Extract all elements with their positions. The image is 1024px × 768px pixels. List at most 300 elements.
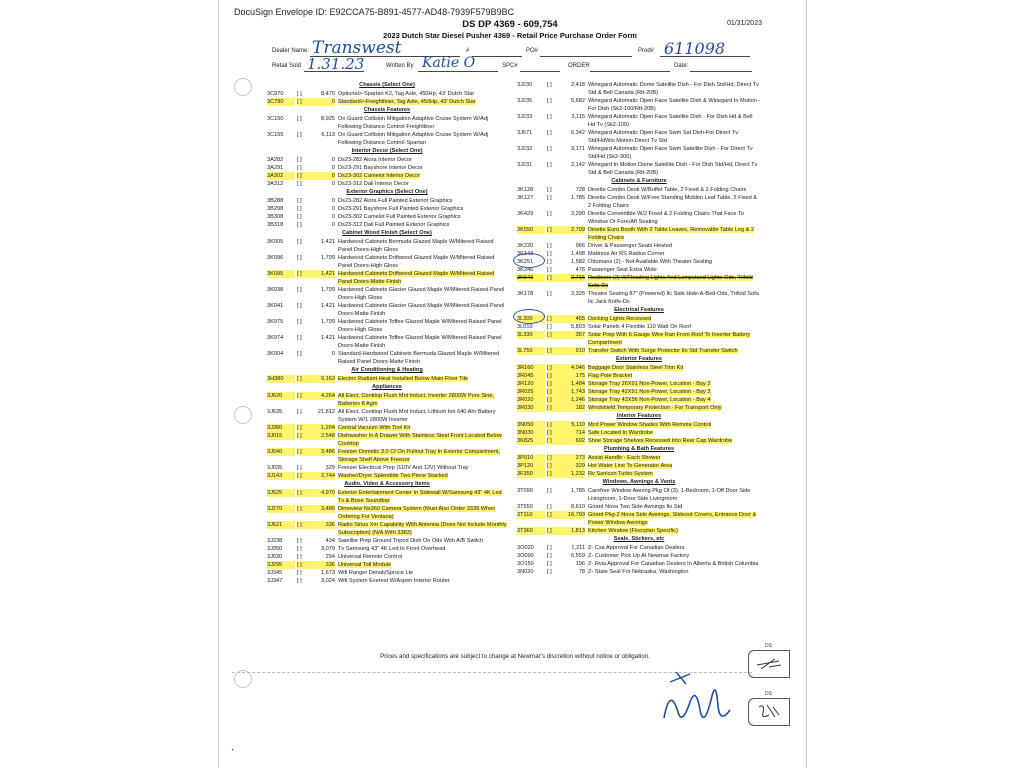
option-price: 6,113 [321, 132, 335, 138]
option-price: 1,673 [321, 570, 335, 576]
option-row [517, 364, 761, 372]
option-checkbox[interactable]: [ ] [547, 561, 552, 567]
option-checkbox[interactable]: [ ] [297, 222, 302, 228]
option-checkbox[interactable]: [ ] [297, 489, 309, 497]
option-description: Hot Water Line To Generator Area [588, 463, 673, 469]
option-checkbox[interactable]: [ ] [547, 98, 552, 104]
option-price: 0 [331, 206, 335, 212]
prod-value[interactable]: 611098 [664, 39, 726, 58]
option-checkbox[interactable]: [ ] [547, 347, 559, 355]
option-row [267, 164, 507, 172]
option-row [517, 331, 761, 347]
option-code: 3K643 [517, 274, 545, 282]
option-row [267, 569, 507, 577]
option-price: 2,418 [571, 82, 585, 88]
option-code: 3J347 [267, 578, 283, 584]
option-row [517, 544, 761, 552]
option-description: On Guard Collision Mitigation Adaptive Cruise System W/Adj Following Distance Control-Spartan [338, 132, 489, 146]
option-checkbox[interactable]: [ ] [547, 324, 552, 330]
option-row [517, 470, 761, 478]
option-code: 3J231 [517, 162, 533, 168]
option-code: 3J345 [267, 570, 283, 576]
document-number: DS DP 4369 - 609,754 [462, 19, 558, 30]
option-row [517, 404, 761, 412]
option-description: Transfer Switch With Surge Protector Ilo Std Transfer Switch [588, 348, 738, 354]
option-price: 182 [555, 404, 585, 412]
option-code: 3T110 [517, 511, 545, 519]
option-description: Mcd Power Window Shades With Remote Control [588, 422, 712, 428]
option-description: Optional>-Spartan K2, Tag Axle, 450Hp, 43' Dutch Star [338, 91, 475, 97]
option-checkbox[interactable]: [ ] [547, 462, 559, 470]
option-row [517, 560, 761, 568]
option-code: 3J035 [267, 465, 283, 471]
option-checkbox[interactable]: [ ] [297, 172, 309, 180]
option-price: 3,325 [571, 291, 585, 297]
option-row [517, 274, 761, 290]
option-row [517, 454, 761, 462]
option-price: 434 [325, 538, 335, 544]
option-code: 3J030 [267, 554, 283, 560]
option-code: 3J040 [267, 448, 295, 456]
option-checkbox[interactable]: [ ] [547, 331, 559, 339]
option-description: Ottomans (2) - Not Available With Theater Seating [588, 259, 713, 265]
option-description: All Elect, Cooktop Flush Mnt Induct, Inverter 2800W Pure Sine, Batteries 8 Agm [338, 393, 495, 407]
option-row [267, 270, 507, 286]
option-row [517, 323, 761, 331]
option-description: Tv Samsung 43" 4K Led In Front Overhead [338, 546, 446, 552]
option-checkbox[interactable]: [ ] [547, 396, 559, 404]
option-checkbox[interactable]: [ ] [297, 351, 302, 357]
option-checkbox[interactable]: [ ] [547, 130, 552, 136]
option-row [267, 197, 507, 205]
option-price: 4,970 [305, 489, 335, 497]
option-price: 1,743 [555, 388, 585, 396]
option-checkbox[interactable]: [ ] [547, 553, 552, 559]
option-checkbox[interactable]: [ ] [297, 181, 302, 187]
option-code: 3J620 [267, 392, 295, 400]
option-checkbox[interactable]: [ ] [547, 380, 559, 388]
option-code: 3A282 [267, 157, 284, 163]
option-row [517, 462, 761, 470]
option-checkbox[interactable]: [ ] [547, 511, 559, 519]
section-heading: Cabinets & Furniture [611, 178, 667, 184]
option-checkbox[interactable]: [ ] [547, 527, 559, 535]
option-price: 8,925 [321, 116, 335, 122]
option-description: Ds23-302 Camelot Interior Decor [338, 173, 421, 179]
hash-line [472, 56, 522, 57]
section-heading: Windows, Awnings & Vents [602, 479, 676, 485]
option-row [267, 448, 507, 464]
option-checkbox[interactable]: [ ] [297, 165, 302, 171]
option-checkbox[interactable]: [ ] [297, 392, 309, 400]
option-price: 2,142 [571, 162, 585, 168]
option-row [517, 145, 761, 161]
option-code: 3R160 [517, 364, 545, 372]
option-description: Girard Nova Two Side Awnings Ilo Std [588, 504, 683, 510]
option-checkbox[interactable]: [ ] [547, 504, 552, 510]
option-row [517, 97, 761, 113]
binder-hole-top [234, 78, 252, 96]
option-description: Hardwood Cabinets Bermuda Glazed Maple W/Mitered Raised Panel Doors-High Gloss [338, 239, 494, 253]
option-checkbox[interactable]: [ ] [547, 488, 552, 494]
option-description: Winegard Automatic Open Face Satellite Dish - For Dish Hd & Bell Hd Tv (Sk2-100) [588, 114, 753, 128]
option-checkbox[interactable]: [ ] [547, 388, 559, 396]
option-description: Theatre Seating 87" (Powered) Ilc Side Hide-A-Bed-Ods, Trifold Sofa Ilc Jack Knife-Ds [588, 291, 759, 305]
page-right-edge [806, 0, 807, 768]
option-description: Dishwasher In A Drawer With Stainless Steel Front Located Below Cooktop [338, 433, 502, 447]
option-price: 1,421 [305, 270, 335, 278]
option-description: Ds23-302 Camelot Full Painted Exterior Graphics [338, 214, 461, 220]
option-price: 0 [331, 157, 335, 163]
option-code: 3K005 [267, 239, 284, 245]
ds-initial-box-2[interactable] [748, 691, 790, 726]
option-checkbox[interactable]: [ ] [547, 404, 559, 412]
option-row [267, 205, 507, 213]
option-description: Ds23-291 Bayshore Interior Decor [338, 165, 423, 171]
option-checkbox[interactable]: [ ] [547, 429, 559, 437]
option-code: 3B288 [267, 198, 284, 204]
option-checkbox[interactable]: [ ] [547, 195, 552, 201]
initials-1-signature [749, 651, 787, 675]
option-checkbox[interactable]: [ ] [547, 226, 559, 234]
option-checkbox[interactable]: [ ] [297, 448, 309, 456]
section-heading: Exterior Features [615, 356, 662, 362]
option-row [267, 392, 507, 408]
option-checkbox[interactable]: [ ] [297, 239, 302, 245]
option-description: Windshield Temporary Protection - For Transport Only [588, 405, 722, 411]
option-code: 3J015 [267, 432, 295, 440]
option-code: 3J295 [267, 561, 295, 569]
option-checkbox[interactable]: [ ] [297, 214, 302, 220]
option-price: 336 [305, 561, 335, 569]
option-price: 3,079 [321, 546, 335, 552]
option-price: 0 [331, 198, 335, 204]
option-row [517, 388, 761, 396]
option-price: 1,799 [321, 255, 335, 261]
option-description: Safe Located In Wardrobe [588, 430, 654, 436]
option-checkbox[interactable]: [ ] [547, 315, 559, 323]
option-checkbox[interactable]: [ ] [547, 421, 559, 429]
option-description: Dimeview Ns360 Camera System (Must Also Order 3339 When Ordering For Ventana) [338, 506, 496, 520]
option-code: 3R025 [517, 388, 545, 396]
option-checkbox[interactable]: [ ] [297, 98, 309, 106]
option-description: Electric Radiant Heat Installed Below Main Floor Tile [338, 376, 468, 382]
option-checkbox[interactable]: [ ] [297, 409, 302, 415]
option-code: 3L300 [517, 315, 545, 323]
option-price: 5,682 [571, 98, 585, 104]
option-row [267, 98, 507, 106]
section-heading: Cabinet Wood Finish (Select One) [342, 230, 432, 236]
option-code: 3J270 [267, 505, 295, 513]
option-checkbox[interactable]: [ ] [547, 82, 552, 88]
option-checkbox[interactable]: [ ] [547, 267, 552, 273]
option-checkbox[interactable]: [ ] [547, 211, 552, 217]
option-row [267, 424, 507, 432]
hash-label: # [466, 48, 470, 54]
option-checkbox[interactable]: [ ] [547, 251, 552, 257]
option-code: 3O150 [517, 561, 534, 567]
option-code: 3B298 [267, 206, 284, 212]
option-checkbox[interactable]: [ ] [547, 259, 552, 265]
option-description: Rv Sanicon Turbo System [588, 471, 653, 477]
option-checkbox[interactable]: [ ] [547, 243, 552, 249]
option-checkbox[interactable]: [ ] [297, 198, 302, 204]
option-description: Dinette Euro Booth With 2 Table Leaves, Removable Table Leg & 2 Folding Chairs [588, 227, 755, 241]
date-line [690, 71, 752, 72]
written-by-label: Written By [386, 63, 414, 69]
option-row [517, 290, 761, 306]
option-price: 728 [575, 187, 585, 193]
option-price: 78 [578, 569, 585, 575]
option-checkbox[interactable]: [ ] [297, 319, 302, 325]
option-checkbox[interactable]: [ ] [547, 162, 552, 168]
option-checkbox[interactable]: [ ] [297, 561, 309, 569]
option-price: 714 [555, 429, 585, 437]
option-code: 3K251 [517, 259, 534, 265]
option-description: Hardwood Cabinets Driftwood Glazed Maple W/Mitered Raised Panel Doors-Matte Finish [338, 271, 495, 285]
option-checkbox[interactable]: [ ] [297, 465, 302, 471]
option-code: 3B318 [267, 222, 284, 228]
option-description: Wifi System Everest W/Aspen Interior Router [338, 578, 450, 584]
option-description: Ds23-282 Alora Full Painted Exterior Graphics [338, 198, 453, 204]
option-row [517, 266, 761, 274]
option-description: Universal Remote Control [338, 554, 403, 560]
option-row [267, 302, 507, 318]
option-row [517, 487, 761, 503]
option-description: Shoe Storage Shelves Recessed Into Rear Cap Wardrobe [588, 438, 733, 444]
option-description: Winegard Automatic Open Face Satellite Dish & Winegard In Motion - For Dish (Sk2-100/Rtt-20B) [588, 98, 761, 112]
option-price: 6,342 [571, 130, 585, 136]
option-checkbox[interactable]: [ ] [547, 437, 559, 445]
option-checkbox[interactable]: [ ] [297, 335, 302, 341]
ds-label-2: DS [765, 691, 772, 697]
option-row [517, 161, 761, 177]
option-code: 3K038 [267, 287, 284, 293]
option-description: Universal Toll Module [338, 562, 392, 568]
option-price: 0 [331, 222, 335, 228]
option-code: 3J621 [267, 521, 295, 529]
option-checkbox[interactable]: [ ] [297, 554, 302, 560]
option-row [517, 437, 761, 445]
option-checkbox[interactable]: [ ] [297, 432, 309, 440]
option-code: 3J635 [267, 409, 283, 415]
option-row [517, 210, 761, 226]
option-checkbox[interactable]: [ ] [547, 146, 552, 152]
section-heading: Audio, Video & Accessory Items [344, 481, 430, 487]
option-checkbox[interactable]: [ ] [297, 424, 309, 432]
option-code: 3J350 [267, 546, 283, 552]
option-row [517, 552, 761, 560]
option-description: Dinette Combo Desk W/Free Standing Midden Leaf Table, 2 Fixed & 2 Folding Chairs [588, 195, 758, 209]
section-heading: Interior Decor (Select One) [351, 148, 423, 154]
option-code: 3T550 [517, 504, 533, 510]
option-price: 0 [331, 181, 335, 187]
option-description: Hardwood Cabinets Glacier Glazed Maple W/Mitered Raised Panel Doors-High Gloss [338, 287, 505, 301]
option-code: 3K550 [517, 226, 545, 234]
option-row [517, 250, 761, 258]
option-checkbox[interactable]: [ ] [297, 505, 309, 513]
option-description: Ds23-312 Dali Full Painted Exterior Graphics [338, 222, 450, 228]
section-heading: Exterior Graphics (Select One) [346, 189, 428, 195]
option-price: 1,498 [571, 251, 585, 257]
option-checkbox[interactable]: [ ] [297, 538, 302, 544]
option-row [267, 505, 507, 521]
option-description: Driver & Passenger Seats Heated [588, 243, 672, 249]
option-description: Standard-Hardwood Cabinets Bermuda Glazed Maple W/Mitered Raised Panel Doors-Matte Finish [338, 351, 500, 365]
option-description: Ds23-312 Dali Interior Decor [338, 181, 409, 187]
option-price: 294 [325, 554, 335, 560]
header-date: 01/31/2023 [726, 20, 762, 27]
option-price: 4,264 [305, 392, 335, 400]
option-price: 273 [555, 454, 585, 462]
option-checkbox[interactable]: [ ] [297, 578, 302, 584]
option-code: 3P120 [517, 462, 545, 470]
option-checkbox[interactable]: [ ] [547, 114, 552, 120]
option-price: 602 [555, 437, 585, 445]
option-description: Solar Panels 4 Flexible 110 Watt On Roof [588, 324, 691, 330]
option-checkbox[interactable]: [ ] [297, 521, 309, 529]
option-description: Freezer Dometic 3.0 Cf On Pullout Tray In Exterior Compartment, Storage Shelf Above Freezer [338, 449, 500, 463]
option-description: Recliners (2) W/Reading Lights And Lampstand Lights-Ods, Trifold Sofa-Ds [588, 275, 753, 289]
written-by-value[interactable]: Katie O [422, 55, 476, 71]
option-description: Girard Pkg-2 Nova Side Awnings, Slideout Covers, Entrance Door & Power Window Awnings [588, 512, 757, 526]
option-code: 3J230 [517, 82, 533, 88]
disclaimer-text: Prices and specifications are subject to change at Newmar's discretion without notice or obligation. [380, 653, 650, 660]
option-row [517, 396, 761, 404]
option-checkbox[interactable]: [ ] [297, 206, 302, 212]
retail-sold-value[interactable]: 1.31.23 [307, 55, 365, 73]
option-description: Z- State Seal For Nebraska, Washington [588, 569, 689, 575]
option-checkbox[interactable]: [ ] [547, 545, 552, 551]
option-row [517, 347, 761, 355]
option-code: 3P010 [517, 454, 545, 462]
option-price: 0 [331, 165, 335, 171]
option-checkbox[interactable]: [ ] [297, 375, 309, 383]
option-description: Central Vacuum With Tool Kit [338, 425, 411, 431]
option-code: 3F350 [517, 470, 545, 478]
section-heading: Chassis Features [363, 107, 411, 113]
option-checkbox[interactable]: [ ] [547, 364, 559, 372]
option-code: 3C150 [267, 116, 284, 122]
dealer-name-value[interactable]: Transwest [312, 38, 402, 58]
option-checkbox[interactable]: [ ] [547, 187, 552, 193]
option-description: Freezer Electrical Prep (110V And 12V) Without Tray [338, 465, 469, 471]
option-description: Storage Tray 26X91 Non-Power, Location - Bay 2 [588, 381, 711, 387]
option-code: 3C970 [267, 91, 284, 97]
option-price: 0 [331, 214, 335, 220]
option-description: Z- Csa Approval For Canadian Dealers [588, 545, 685, 551]
option-checkbox[interactable]: [ ] [297, 287, 302, 293]
binder-hole-middle [234, 406, 252, 424]
ds-initial-box-1[interactable] [748, 643, 790, 678]
option-price: 8,610 [571, 504, 585, 510]
written-by-line [418, 71, 498, 72]
option-checkbox[interactable]: [ ] [297, 546, 302, 552]
option-row [267, 553, 507, 561]
option-checkbox[interactable]: [ ] [297, 116, 302, 122]
option-price: 3,115 [571, 114, 585, 120]
option-row [267, 180, 507, 188]
section-heading: Seals, Stickers, etc [613, 536, 665, 542]
option-checkbox[interactable]: [ ] [547, 454, 559, 462]
po-label: PO# [526, 48, 539, 54]
option-description: Flag Pole Bracket [588, 373, 633, 379]
option-price: 1,421 [321, 303, 335, 309]
option-code: 3J233 [517, 114, 533, 120]
option-checkbox[interactable]: [ ] [547, 470, 559, 478]
option-price: 2,744 [305, 472, 335, 480]
option-checkbox[interactable]: [ ] [297, 157, 302, 163]
option-checkbox[interactable]: [ ] [547, 291, 552, 297]
option-checkbox[interactable]: [ ] [297, 132, 302, 138]
option-description: All Elect, Cooktop Flush Mnt Induct, Lithium Ion 640 Ahr Battery System W/1 2800W Inverter [338, 409, 496, 423]
option-row [267, 350, 507, 366]
option-description: Carefree Window Awning Pkg Of (3), 1-Bedroom, 1-Off Door Side Livingroom, 1-Door Side Livingroom [588, 488, 751, 502]
option-price: 329 [555, 462, 585, 470]
option-row [517, 568, 761, 576]
option-row [517, 242, 761, 250]
option-price: 910 [555, 347, 585, 355]
option-checkbox[interactable]: [ ] [547, 274, 559, 282]
option-code: 3K975 [267, 319, 284, 325]
option-checkbox[interactable]: [ ] [547, 569, 552, 575]
option-checkbox[interactable]: [ ] [297, 270, 309, 278]
option-price: 3,486 [305, 505, 335, 513]
option-price: 1,246 [555, 396, 585, 404]
option-price: 1,421 [321, 239, 335, 245]
option-code: 3K041 [267, 303, 284, 309]
option-code: 3R030 [517, 404, 545, 412]
option-description: Standard>-Freightliner, Tag Axle, 450Hp, 43' Dutch Star [338, 99, 476, 105]
section-heading: Electrical Features [614, 307, 664, 313]
option-price: 1,484 [555, 380, 585, 388]
option-code: 3N020 [517, 569, 534, 575]
option-row [267, 334, 507, 350]
option-price: 1,211 [571, 545, 585, 551]
option-code: 3L010 [517, 324, 533, 330]
prod-label: Prod# [638, 48, 655, 54]
option-row [517, 511, 761, 527]
option-row [267, 172, 507, 180]
option-code: 3R045 [517, 372, 545, 380]
option-price: 1,799 [321, 287, 335, 293]
option-code: 3B308 [267, 214, 284, 220]
option-code: 3N050 [517, 421, 545, 429]
option-checkbox[interactable]: [ ] [297, 472, 309, 480]
option-row [517, 129, 761, 145]
date-label: Date: [674, 63, 689, 69]
option-checkbox[interactable]: [ ] [297, 91, 302, 97]
option-price: 1,582 [571, 259, 585, 265]
option-price: 3,290 [571, 211, 585, 217]
option-checkbox[interactable]: [ ] [297, 303, 302, 309]
option-description: Storage Tray 43X56 Non-Power, Location - Bay 4 [588, 397, 711, 403]
option-description: Hardwood Cabinets Toffee Glazed Maple W/Mitered Raised Panel Doors-Matte Finish [338, 335, 502, 349]
option-code: 3H380 [267, 375, 295, 383]
option-row [517, 194, 761, 210]
option-price: 357 [555, 331, 585, 339]
option-price: 1,785 [571, 488, 585, 494]
option-checkbox[interactable]: [ ] [297, 255, 302, 261]
option-row [267, 90, 507, 98]
option-row [517, 113, 761, 129]
option-checkbox[interactable]: [ ] [547, 372, 559, 380]
option-code: 3J238 [267, 538, 283, 544]
option-price: 1,421 [321, 335, 335, 341]
option-description: Solar Prep With 6 Gauge Wire Ran From Roof To Inverter Battery Compartment [588, 332, 751, 346]
order-label: ORDER [568, 63, 590, 69]
option-checkbox[interactable]: [ ] [297, 570, 302, 576]
